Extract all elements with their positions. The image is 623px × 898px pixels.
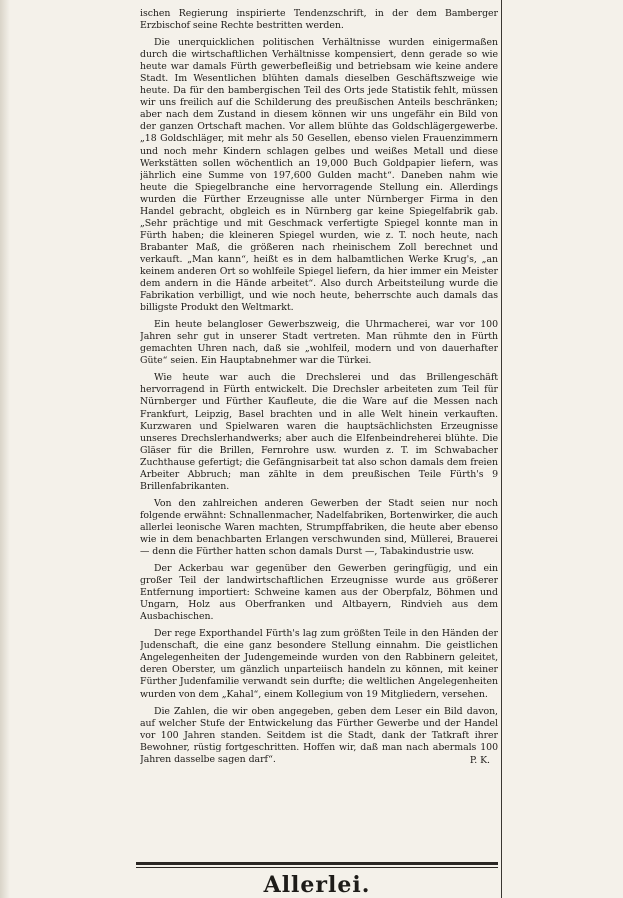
section-heading: Allerlei. — [263, 872, 371, 898]
article-paragraph: Die unerquicklichen politischen Verhältnisse wurden einigermaßen durch die wirtschaftlichen Verhältnisse kompensiert, denn gerade so wie heute war damals Fürth gewerbefleißig und betriebsam wie keine andere Stadt. Im Wesentlichen blühten damals dieselben Geschäftszweige wie heute. Da für den bambergischen Teil des Orts jede Statistik fehlt, müssen wir uns freilich auf die Schilderung des preußischen Anteils beschränken; aber nach dem Zustand in diesem können wir uns ungefähr ein Bild von der ganzen Ortschaft machen. Vor allem blühte das Goldschlägergewerbe. „18 Goldschläger, mit mehr als 50 Gesellen, ebenso vielen Frauenzimmern und noch mehr Kindern schlagen gelbes und weißes Metall und diese Werkstätten sollen wöchentlich an 19,000 Buch Goldpapier liefern, was jährlich eine Summe von 197,600 Gulden macht“. Daneben nahm wie heute die Spiegelbranche eine hervorragende Stellung ein. Allerdings wurden die Fürther Erzeugnisse alle unter Nürnberger Firma in den Handel gebracht, obgleich es in Nürnberg gar keine Spiegelfabrik gab. „Sehr prächtige und mit Geschmack verfertigte Spiegel konnte man in Fürth haben; die kleineren Spiegel wurden, wie z. T. noch heute, nach Brabanter Maß, die größeren nach rheinischem Zoll berechnet und verkauft. „Man kann“, heißt es in dem halbamtlichen Werke Krug's, „an keinem anderen Ort so wohlfeile Spiegel liefern, da hier immer ein Meister dem andern in die Hände arbeitet“. Also durch Arbeitsteilung wurde die Fabrikation verbilligt, und wie noch heute, beherrschte auch damals das billigste Produkt den Weltmarkt. — [140, 37, 498, 314]
article-paragraph: Ein heute belangloser Gewerbszweig, die Uhrmacherei, war vor 100 Jahren sehr gut in unserer Stadt vertreten. Man rühmte den in Fürth gemachten Uhren nach, daß sie „wohlfeil, modern und von dauerhafter Güte“ seien. Ein Hauptabnehmer war die Türkei. — [140, 319, 498, 367]
article-paragraph: Wie heute war auch die Drechslerei und das Brillengeschäft hervorragend in Fürth entwickelt. Die Drechsler arbeiteten zum Teil für Nürnberger und Fürther Kaufleute, die die Ware auf die Messen nach Frankfurt, Leipzig, Basel brachten und in alle Welt hinein verkauften. Kurzwaren und Spielwaren waren die hauptsächlichsten Erzeugnisse unseres Drechslerhandwerks; aber auch die Elfenbeindreherei blühte. Die Gläser für die Brillen, Fernrohre usw. wurden z. T. im Schwabacher Zuchthause gefertigt; die Gefängnisarbeit tat also schon damals dem freien Arbeiter Abbruch; man zählte in dem preußischen Teile Fürth's 9 Brillenfabrikanten. — [140, 372, 498, 492]
article-paragraph: Der Ackerbau war gegenüber den Gewerben geringfügig, und ein großer Teil der landwirtschaftlichen Erzeugnisse wurde aus größerer Entfernung importiert: Schweine kamen aus der Oberpfalz, Böhmen und Ungarn, Holz aus Oberfranken und Altbayern, Rindvieh aus dem Ausbachischen. — [140, 563, 498, 623]
article-column — [140, 8, 498, 886]
author-signature: P. K. — [469, 754, 490, 766]
section-divider-thin — [136, 867, 498, 868]
article-paragraph: Von den zahlreichen anderen Gewerben der Stadt seien nur noch folgende erwähnt: Schnallenmacher, Nadelfabriken, Bortenwirker, die auch allerlei leonische Waren machten, Strumpffabriken, die heute aber ebenso wie in dem benachbarten Erlangen verschwunden sind, Müllerei, Brauerei — denn die Fürther hatten schon damals Durst —, Tabakindustrie usw. — [140, 497, 498, 558]
section-divider-thick — [136, 862, 498, 865]
column-rule — [501, 0, 502, 898]
page-shadow — [0, 0, 10, 898]
article-paragraph: Der rege Exporthandel Fürth's lag zum größten Teile in den Händen der Judenschaft, die eine ganz besondere Stellung einnahm. Die geistlichen Angelegenheiten der Judengemeinde wurden von den Rabbinern geleitet, deren Oberster, um gänzlich unparteiisch handeln zu können, mit keiner Fürther Judenfamilie verwandt sein durfte; die weltlichen Angelegenheiten wurden von dem „Kahal“, einem Kollegium von 19 Mitgliedern, versehen. — [140, 628, 498, 700]
article-paragraph: ischen Regierung inspirierte Tendenzschrift, in der dem Bamberger Erzbischof seine Rechte bestritten werden. — [140, 8, 498, 32]
article-paragraph: Die Zahlen, die wir oben angegeben, geben dem Leser ein Bild davon, auf welcher Stufe der Entwickelung das Fürther Gewerbe und der Handel vor 100 Jahren standen. Seitdem ist die Stadt, dank der Tatkraft ihrer Bewohner, rüstig fortgeschritten. Hoffen wir, daß man nach abermals 100 Jahren dasselbe sagen darf“. — [140, 705, 498, 765]
